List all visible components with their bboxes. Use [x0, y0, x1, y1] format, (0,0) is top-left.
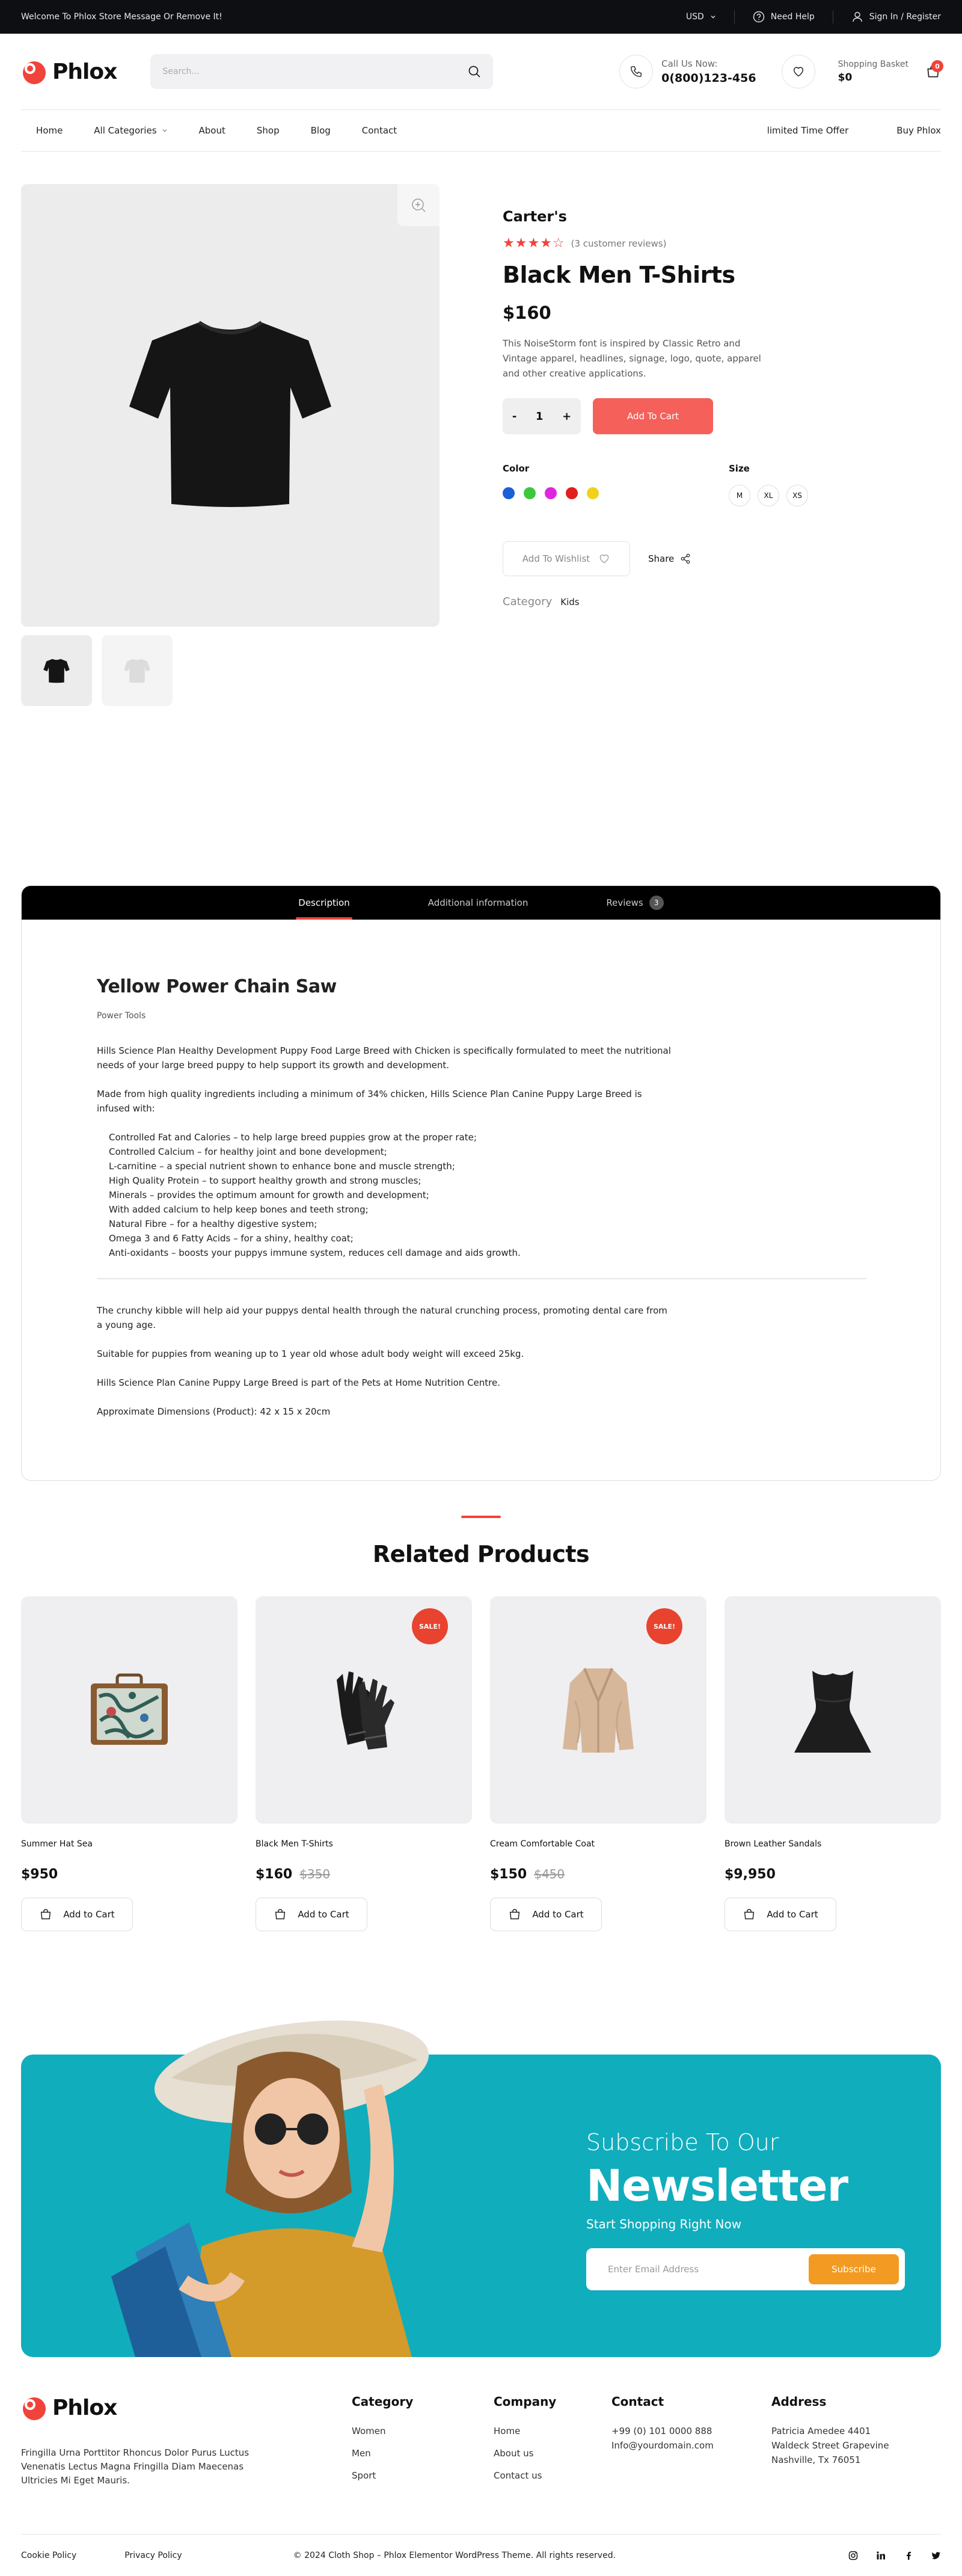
need-help-label: Need Help [770, 12, 815, 22]
newsletter-form [586, 2248, 905, 2290]
search-box[interactable] [150, 54, 493, 89]
header [0, 34, 962, 109]
share-button[interactable] [648, 553, 691, 564]
footer-contact [611, 2394, 771, 2534]
category-link[interactable]: Kids [560, 596, 580, 607]
category-label: Category [503, 595, 553, 608]
footer-heading: Category [352, 2394, 414, 2409]
newsletter-banner [21, 1994, 941, 2357]
footer-category [352, 2394, 494, 2534]
color-swatch-green[interactable] [524, 487, 536, 499]
footer-address-line: Waldeck Street Grapevine [771, 2440, 889, 2451]
purchase-row [503, 398, 863, 434]
share-icon [680, 553, 691, 564]
description-subheading: Power Tools [97, 1011, 146, 1021]
footer-link[interactable]: Men [352, 2448, 371, 2459]
tshirt-thumb-icon [124, 658, 150, 683]
color-swatch-yellow[interactable] [587, 487, 599, 499]
product-card-old-price: $350 [299, 1867, 331, 1881]
list-item: Minerals – provides the optimum amount for growth and development; [109, 1190, 429, 1200]
color-swatches [503, 487, 729, 499]
cart-count-badge: 0 [931, 60, 943, 72]
product-card-name[interactable]: Cream Comfortable Coat [490, 1839, 595, 1849]
footer-bottom-bar [21, 2534, 941, 2576]
top-bar-right [686, 10, 941, 23]
newsletter-title: Newsletter [586, 2160, 848, 2211]
product-rating [503, 236, 863, 251]
product-description: This NoiseStorm font is inspired by Classic Retro and Vintage apparel, headlines, signage, logo, quote, apparel and other creative applications. [503, 338, 761, 379]
email-field[interactable]: Enter Email Address [608, 2264, 699, 2275]
product-grid [21, 1596, 941, 1931]
black-tshirt-image [128, 316, 332, 509]
product-card-image[interactable] [490, 1596, 706, 1824]
product-card [21, 1596, 237, 1931]
related-products-title: Related Products [372, 1541, 590, 1567]
size-option-xs[interactable]: XS [786, 485, 808, 506]
footer-link[interactable]: Contact us [494, 2470, 542, 2481]
nav-about[interactable]: About [198, 125, 225, 136]
add-to-cart-button[interactable]: Add To Cart [593, 398, 713, 434]
sign-in-link[interactable] [851, 11, 941, 23]
footer-about-text: Fringilla Urna Porttitor Rhoncus Dolor Purus Luctus Venenatis Lectus Magna Fringilla Diam Maecenas Ultricies Mi Eget Mauris. [21, 2447, 250, 2486]
add-to-cart-button[interactable] [256, 1898, 367, 1931]
wishlist-share-row [503, 541, 863, 576]
shopping-bag-icon [508, 1908, 521, 1921]
list-item: With added calcium to help keep bones and teeth strong; [109, 1204, 369, 1215]
size-label: Size [729, 463, 750, 474]
product-card-old-price: $450 [534, 1867, 565, 1881]
add-to-cart-button[interactable] [725, 1898, 836, 1931]
product-brand[interactable]: Carter's [503, 208, 567, 225]
rating-stars: ★★★★☆ [503, 236, 565, 251]
footer-heading: Address [771, 2394, 827, 2409]
tab-additional-information[interactable] [428, 886, 528, 920]
copyright-text: © 2024 Cloth Shop – Phlox Elementor WordPress Theme. All rights reserved. [293, 2550, 616, 2560]
facebook-icon[interactable] [904, 2551, 913, 2560]
product-card-price [256, 1867, 472, 1882]
product-card-price-value: $150 [490, 1867, 527, 1882]
add-to-cart-button[interactable] [21, 1898, 133, 1931]
currency-label: USD [685, 12, 704, 22]
tab-bar [22, 886, 940, 920]
newsletter-eyebrow: Subscribe To Our [586, 2129, 779, 2156]
description-paragraph: Hills Science Plan Healthy Development Puppy Food Large Breed with Chicken is specifically formulated to meet the nutritional needs of your large breed puppy to help support its growth and development. [97, 1045, 671, 1071]
search-icon[interactable] [468, 65, 481, 78]
product-card-price-value: $950 [21, 1867, 58, 1882]
size-option-m[interactable]: M [729, 485, 750, 506]
product-tabs [21, 885, 941, 1481]
tab-description[interactable] [298, 886, 349, 920]
tab-description-label: Description [298, 897, 350, 908]
add-to-cart-label: Add to Cart [63, 1909, 115, 1920]
reviews-link[interactable]: (3 customer reviews) [571, 238, 667, 249]
color-attribute [503, 463, 729, 506]
gallery-thumbnails [21, 635, 440, 706]
call-number[interactable]: 0(800)123-456 [661, 72, 756, 85]
description-heading: Yellow Power Chain Saw [97, 976, 337, 997]
call-label: Call Us Now: [661, 58, 718, 69]
newsletter-subtitle: Start Shopping Right Now [586, 2217, 742, 2231]
footer-policy-links [21, 2551, 182, 2560]
qty-increase-button[interactable]: + [562, 410, 572, 423]
footer-email[interactable]: Info@yourdomain.com [611, 2440, 714, 2451]
phone-button[interactable] [619, 55, 653, 88]
add-to-cart-label: Add to Cart [298, 1909, 349, 1920]
footer-logo[interactable] [21, 2394, 352, 2421]
add-to-wishlist-button[interactable] [503, 541, 630, 576]
model-photo [99, 1994, 556, 2357]
phone-icon [630, 65, 643, 78]
thumbnail-black-tshirt[interactable] [21, 635, 92, 706]
call-block [619, 55, 756, 88]
product-card-price-value: $9,950 [725, 1867, 776, 1882]
main-nav [21, 109, 941, 152]
size-option-xl[interactable]: XL [758, 485, 779, 506]
search-input[interactable]: Search... [162, 67, 200, 76]
twitter-icon[interactable] [931, 2551, 941, 2560]
zoom-button[interactable] [397, 184, 440, 226]
nav-blog[interactable]: Blog [310, 125, 331, 136]
instagram-icon[interactable] [848, 2551, 858, 2560]
product-card [490, 1596, 706, 1931]
currency-select[interactable] [686, 12, 716, 22]
newsletter-content [586, 2129, 905, 2290]
linkedin-icon[interactable] [876, 2551, 886, 2560]
product-card-image[interactable] [725, 1596, 941, 1824]
thumbnail-white-tshirt[interactable] [102, 635, 173, 706]
footer-link[interactable]: Women [352, 2426, 386, 2436]
zoom-in-icon [410, 197, 427, 214]
list-item: Omega 3 and 6 Fatty Acids – for a shiny, healthy coat; [109, 1233, 354, 1244]
footer-heading: Company [494, 2394, 557, 2409]
related-products-section [0, 1481, 962, 1931]
nav-all-categories-label: All Categories [94, 125, 157, 136]
color-label: Color [503, 463, 530, 474]
product-category [503, 595, 863, 608]
footer-link[interactable]: Sport [352, 2470, 376, 2481]
shopping-bag-icon [743, 1908, 756, 1921]
qty-decrease-button[interactable]: - [512, 410, 517, 423]
section-accent-bar [461, 1516, 501, 1518]
color-swatch-magenta[interactable] [545, 487, 557, 499]
wishlist-label: Add To Wishlist [522, 553, 590, 564]
heart-icon [792, 65, 805, 78]
shopping-bag-icon [39, 1908, 52, 1921]
description-paragraph: The crunchy kibble will help aid your puppys dental health through the natural crunching process, promoting dental care from a young age. [97, 1305, 667, 1330]
footer-phone[interactable]: +99 (0) 101 0000 888 [611, 2426, 712, 2436]
add-to-cart-label: Add to Cart [532, 1909, 584, 1920]
sale-badge: SALE! [646, 1608, 682, 1644]
list-item: L-carnitine – a special nutrient shown to enhance bone and muscle strength; [109, 1161, 455, 1172]
product-card-name[interactable]: Brown Leather Sandals [725, 1839, 822, 1849]
color-swatch-red[interactable] [566, 487, 578, 499]
product-attributes [503, 463, 863, 506]
description-paragraph: Made from high quality ingredients including a minimum of 34% chicken, Hills Science Plan Canine Puppy Large Breed is infused with: [97, 1089, 642, 1114]
product-title: Black Men T-Shirts [503, 262, 735, 288]
size-options [729, 485, 808, 506]
dress-image [791, 1665, 875, 1755]
footer-company [494, 2394, 611, 2534]
logo-mark-icon [21, 58, 47, 85]
description-panel [22, 920, 940, 1419]
chevron-down-icon [162, 128, 168, 134]
basket-summary[interactable] [838, 60, 908, 84]
list-item: Anti-oxidants – boosts your puppys immune system, reduces cell damage and aids growth. [109, 1247, 521, 1258]
top-bar [0, 0, 962, 34]
footer-address-line: Nashville, Tx 76051 [771, 2455, 861, 2465]
footer-heading: Contact [611, 2394, 664, 2409]
product-card-price [725, 1867, 941, 1882]
product-info [503, 184, 863, 885]
coat-image [559, 1665, 637, 1755]
nav-buy-phlox[interactable]: Buy Phlox [896, 125, 941, 136]
basket-total: $0 [838, 72, 853, 84]
nav-home[interactable]: Home [36, 125, 63, 136]
product-card-price [21, 1867, 237, 1882]
sale-badge: SALE! [412, 1608, 448, 1644]
list-item: High Quality Protein – to support healthy growth and strong muscles; [109, 1175, 421, 1186]
product-card [256, 1596, 472, 1931]
product-card-image[interactable] [21, 1596, 237, 1824]
product-card-image[interactable] [256, 1596, 472, 1824]
logo-text: Phlox [52, 2395, 117, 2420]
subscribe-button[interactable]: Subscribe [809, 2254, 899, 2284]
ingredients-list [109, 1130, 865, 1260]
product-main-image[interactable] [21, 184, 440, 627]
nav-contact[interactable]: Contact [361, 125, 397, 136]
product-card-price [490, 1867, 706, 1882]
suitcase-image [87, 1673, 171, 1747]
reviews-count-badge: 3 [649, 896, 664, 910]
privacy-policy-link[interactable]: Privacy Policy [124, 2550, 182, 2560]
description-paragraph: Approximate Dimensions (Product): 42 x 15 x 20cm [97, 1406, 331, 1417]
cookie-policy-link[interactable]: Cookie Policy [21, 2550, 77, 2560]
heart-icon [598, 553, 610, 565]
social-links [848, 2551, 941, 2560]
tab-reviews-label: Reviews [606, 897, 643, 908]
divider [97, 1278, 866, 1279]
description-paragraph: Hills Science Plan Canine Puppy Large Breed is part of the Pets at Home Nutrition Centre. [97, 1377, 500, 1388]
nav-all-categories[interactable] [94, 125, 167, 136]
product-card-name[interactable]: Summer Hat Sea [21, 1839, 93, 1849]
product-section [0, 152, 962, 885]
need-help-link[interactable] [753, 11, 815, 23]
shopping-bag-icon [274, 1908, 287, 1921]
product-card-name[interactable]: Black Men T-Shirts [256, 1839, 333, 1849]
nav-shop[interactable]: Shop [256, 125, 280, 136]
call-text [661, 58, 756, 85]
add-to-cart-button[interactable] [490, 1898, 602, 1931]
description-paragraph: Suitable for puppies from weaning up to 1 year old whose adult body weight will exceed 25kg. [97, 1348, 524, 1359]
sign-in-label: Sign In / Register [869, 12, 941, 22]
color-swatch-blue[interactable] [503, 487, 515, 499]
nav-limited-offer[interactable]: limited Time Offer [767, 125, 849, 136]
header-actions [619, 55, 941, 88]
size-attribute [729, 463, 808, 506]
footer-about [21, 2394, 352, 2534]
chevron-down-icon [710, 14, 716, 20]
product-card-price-value: $160 [256, 1867, 293, 1882]
qty-value[interactable]: 1 [535, 410, 544, 423]
share-label: Share [648, 553, 675, 564]
list-item: Natural Fibre – for a healthy digestive system; [109, 1219, 317, 1229]
wishlist-button[interactable] [782, 55, 815, 88]
add-to-cart-label: Add to Cart [767, 1909, 818, 1920]
logo[interactable] [21, 58, 117, 85]
user-icon [851, 11, 863, 23]
footer-address [771, 2394, 889, 2534]
welcome-message: Welcome To Phlox Store Message Or Remove It! [21, 12, 222, 22]
gloves-image [325, 1668, 403, 1752]
product-card [725, 1596, 941, 1931]
tshirt-thumb-icon [43, 658, 70, 683]
footer-link[interactable]: About us [494, 2448, 534, 2459]
cart-button[interactable] [925, 64, 941, 79]
list-item: Controlled Fat and Calories – to help large breed puppies grow at the proper rate; [109, 1132, 477, 1143]
list-item: Controlled Calcium – for healthy joint and bone development; [109, 1146, 387, 1157]
footer-address-line: Patricia Amedee 4401 [771, 2426, 871, 2436]
product-gallery [21, 184, 440, 885]
logo-text: Phlox [52, 59, 117, 84]
product-price: $160 [503, 303, 551, 323]
quantity-stepper[interactable] [503, 398, 581, 434]
tab-reviews[interactable] [606, 886, 663, 920]
footer [0, 2357, 962, 2534]
logo-mark-icon [21, 2394, 47, 2421]
help-icon [753, 11, 765, 23]
basket-label: Shopping Basket [838, 60, 908, 69]
footer-link[interactable]: Home [494, 2426, 521, 2436]
tab-additional-label: Additional information [427, 897, 528, 908]
